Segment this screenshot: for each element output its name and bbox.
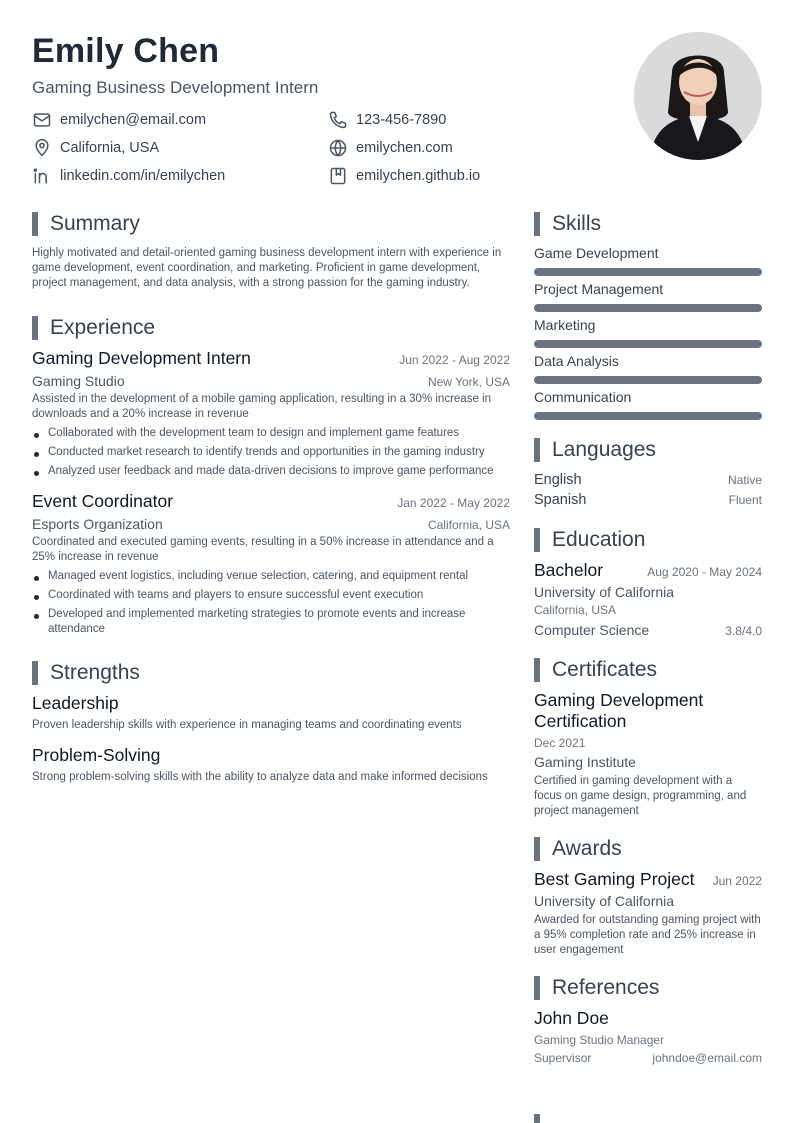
job-bullet: Conducted market research to identify trends and opportunities in the gaming industry [32,445,510,460]
education-title: Education [552,528,646,551]
language-level: Fluent [728,493,762,507]
profile-photo [634,32,762,160]
award-item [534,869,762,958]
skill-level-bar [534,376,762,384]
references-heading [534,976,762,1000]
section-accent-bar [534,438,540,462]
section-accent-bar [32,212,38,236]
language-name: Spanish [534,492,587,508]
strength-description: Proven leadership skills with experience in managing teams and coordinating events [32,719,462,731]
experience-title: Experience [50,316,156,339]
strengths-heading [32,661,510,685]
education-item [534,560,762,638]
candidate-headline: Gaming Business Development Intern [32,78,319,97]
contact-email-text: emilychen@email.com [60,112,207,128]
skill-item [534,245,762,276]
job-role: Gaming Development Intern [32,348,251,368]
section-accent-bar [534,837,540,861]
job-location: California, USA [427,518,510,532]
strength-item [32,745,510,785]
reference-relation: Supervisor [534,1051,592,1065]
contact-list [32,110,592,186]
job-bullet: Managed event logistics, including venue selection, catering, and equipment rental [32,569,510,584]
education-field: Computer Science [534,622,650,638]
experience-item [32,491,510,637]
languages-list [534,472,762,508]
certificate-item [534,690,762,819]
skill-name: Communication [534,389,632,405]
globe-icon [328,138,348,158]
contact-email[interactable] [32,110,328,130]
job-location: New York, USA [427,375,510,389]
summary-text: Highly motivated and detail-oriented gaming business development intern with experience in game development, event coordination, and marketing. Proficient in game development, project management, and data analysis, with a strong passion for the gaming industry. [32,247,502,289]
strength-description: Strong problem-solving skills with the ability to analyze data and make informed decisions [32,771,488,783]
skill-level-bar [534,268,762,276]
award-issuer: University of California [534,893,675,909]
linkedin-icon [32,166,52,186]
contact-phone[interactable] [328,110,588,130]
certificate-name: Gaming Development Certification [534,690,704,731]
candidate-name: Emily Chen [32,32,220,70]
section-accent-bar [534,658,540,682]
skill-item [534,317,762,348]
job-bullet: Coordinated with teams and players to ensure successful event execution [32,588,510,603]
summary-heading [32,212,510,236]
reference-position: Gaming Studio Manager [534,1033,665,1047]
certificates-heading [534,658,762,682]
education-location: California, USA [534,603,617,617]
certificate-date: Dec 2021 [534,736,586,750]
skills-heading [534,212,762,236]
bookmark-icon [328,166,348,186]
reference-name: John Doe [534,1008,609,1028]
education-heading [534,528,762,552]
strength-item [32,693,510,733]
certificate-issuer: Gaming Institute [534,754,636,770]
education-dates: Aug 2020 - May 2024 [647,565,762,579]
references-title: References [552,976,660,999]
reference-item [534,1008,762,1065]
skill-item [534,281,762,312]
language-name: English [534,472,582,488]
left-column [32,212,510,785]
summary-title: Summary [50,212,140,235]
job-company: Gaming Studio [32,373,125,389]
section-accent-bar [32,661,38,685]
job-bullet: Analyzed user feedback and made data-driven decisions to improve game performance [32,464,510,479]
section-accent-bar [534,528,540,552]
contact-github[interactable] [328,166,588,186]
language-item [534,492,762,508]
skill-level-bar [534,412,762,420]
strength-name: Problem-Solving [32,745,161,765]
education-school: University of California [534,584,675,600]
section-accent-bar [32,316,38,340]
experience-item [32,348,510,479]
location-pin-icon [32,138,52,158]
resume-header [32,30,592,186]
award-date: Jun 2022 [712,874,762,888]
contact-location-text: California, USA [60,140,160,156]
skill-level-bar [534,340,762,348]
section-accent-bar [534,976,540,1000]
certificate-description: Certified in gaming development with a focus on game design, programming, and project management [534,775,747,817]
awards-heading [534,837,762,861]
right-column [534,212,762,1065]
contact-linkedin-text: linkedin.com/in/emilychen [60,168,226,184]
page-break-marker [534,1114,540,1123]
job-role: Event Coordinator [32,491,174,511]
award-name: Best Gaming Project [534,869,695,889]
skills-list [534,245,762,420]
language-level: Native [727,473,762,487]
skill-name: Project Management [534,281,664,297]
job-dates: Jan 2022 - May 2022 [397,496,510,510]
contact-location [32,138,328,158]
strengths-title: Strengths [50,661,140,684]
skill-item [534,389,762,420]
job-company: Esports Organization [32,516,163,532]
section-accent-bar [534,212,540,236]
contact-website-text: emilychen.com [356,140,453,156]
job-bullet: Developed and implemented marketing strategies to promote events and increase attendance [32,607,510,637]
awards-title: Awards [552,837,622,860]
contact-phone-text: 123-456-7890 [356,112,447,128]
job-bullets [32,426,510,479]
certificates-title: Certificates [552,658,658,681]
experience-heading [32,316,510,340]
email-icon [32,110,52,130]
skill-item [534,353,762,384]
contact-website[interactable] [328,138,588,158]
skill-name: Marketing [534,317,596,333]
skill-level-bar [534,304,762,312]
contact-linkedin[interactable] [32,166,328,186]
job-dates: Jun 2022 - Aug 2022 [399,353,510,367]
contact-github-text: emilychen.github.io [356,168,481,184]
job-description: Coordinated and executed gaming events, resulting in a 50% increase in attendance and a 25% increase in revenue [32,536,494,563]
job-bullet: Collaborated with the development team to design and implement game features [32,426,510,441]
skill-name: Data Analysis [534,353,619,369]
reference-email[interactable]: johndoe@email.com [652,1051,762,1065]
phone-icon [328,110,348,130]
job-bullets [32,569,510,637]
education-gpa: 3.8/4.0 [725,624,762,638]
languages-title: Languages [552,438,656,461]
job-description: Assisted in the development of a mobile gaming application, resulting in a 30% increase in downloads and a 20% increase in revenue [32,393,491,420]
skill-name: Game Development [534,245,659,261]
education-degree: Bachelor [534,560,604,580]
award-description: Awarded for outstanding gaming project with a 95% completion rate and 25% increase in user engagement [534,914,761,956]
strength-name: Leadership [32,693,119,713]
languages-heading [534,438,762,462]
skills-title: Skills [552,212,602,235]
language-item [534,472,762,488]
profile-photo-illustration [634,32,762,160]
